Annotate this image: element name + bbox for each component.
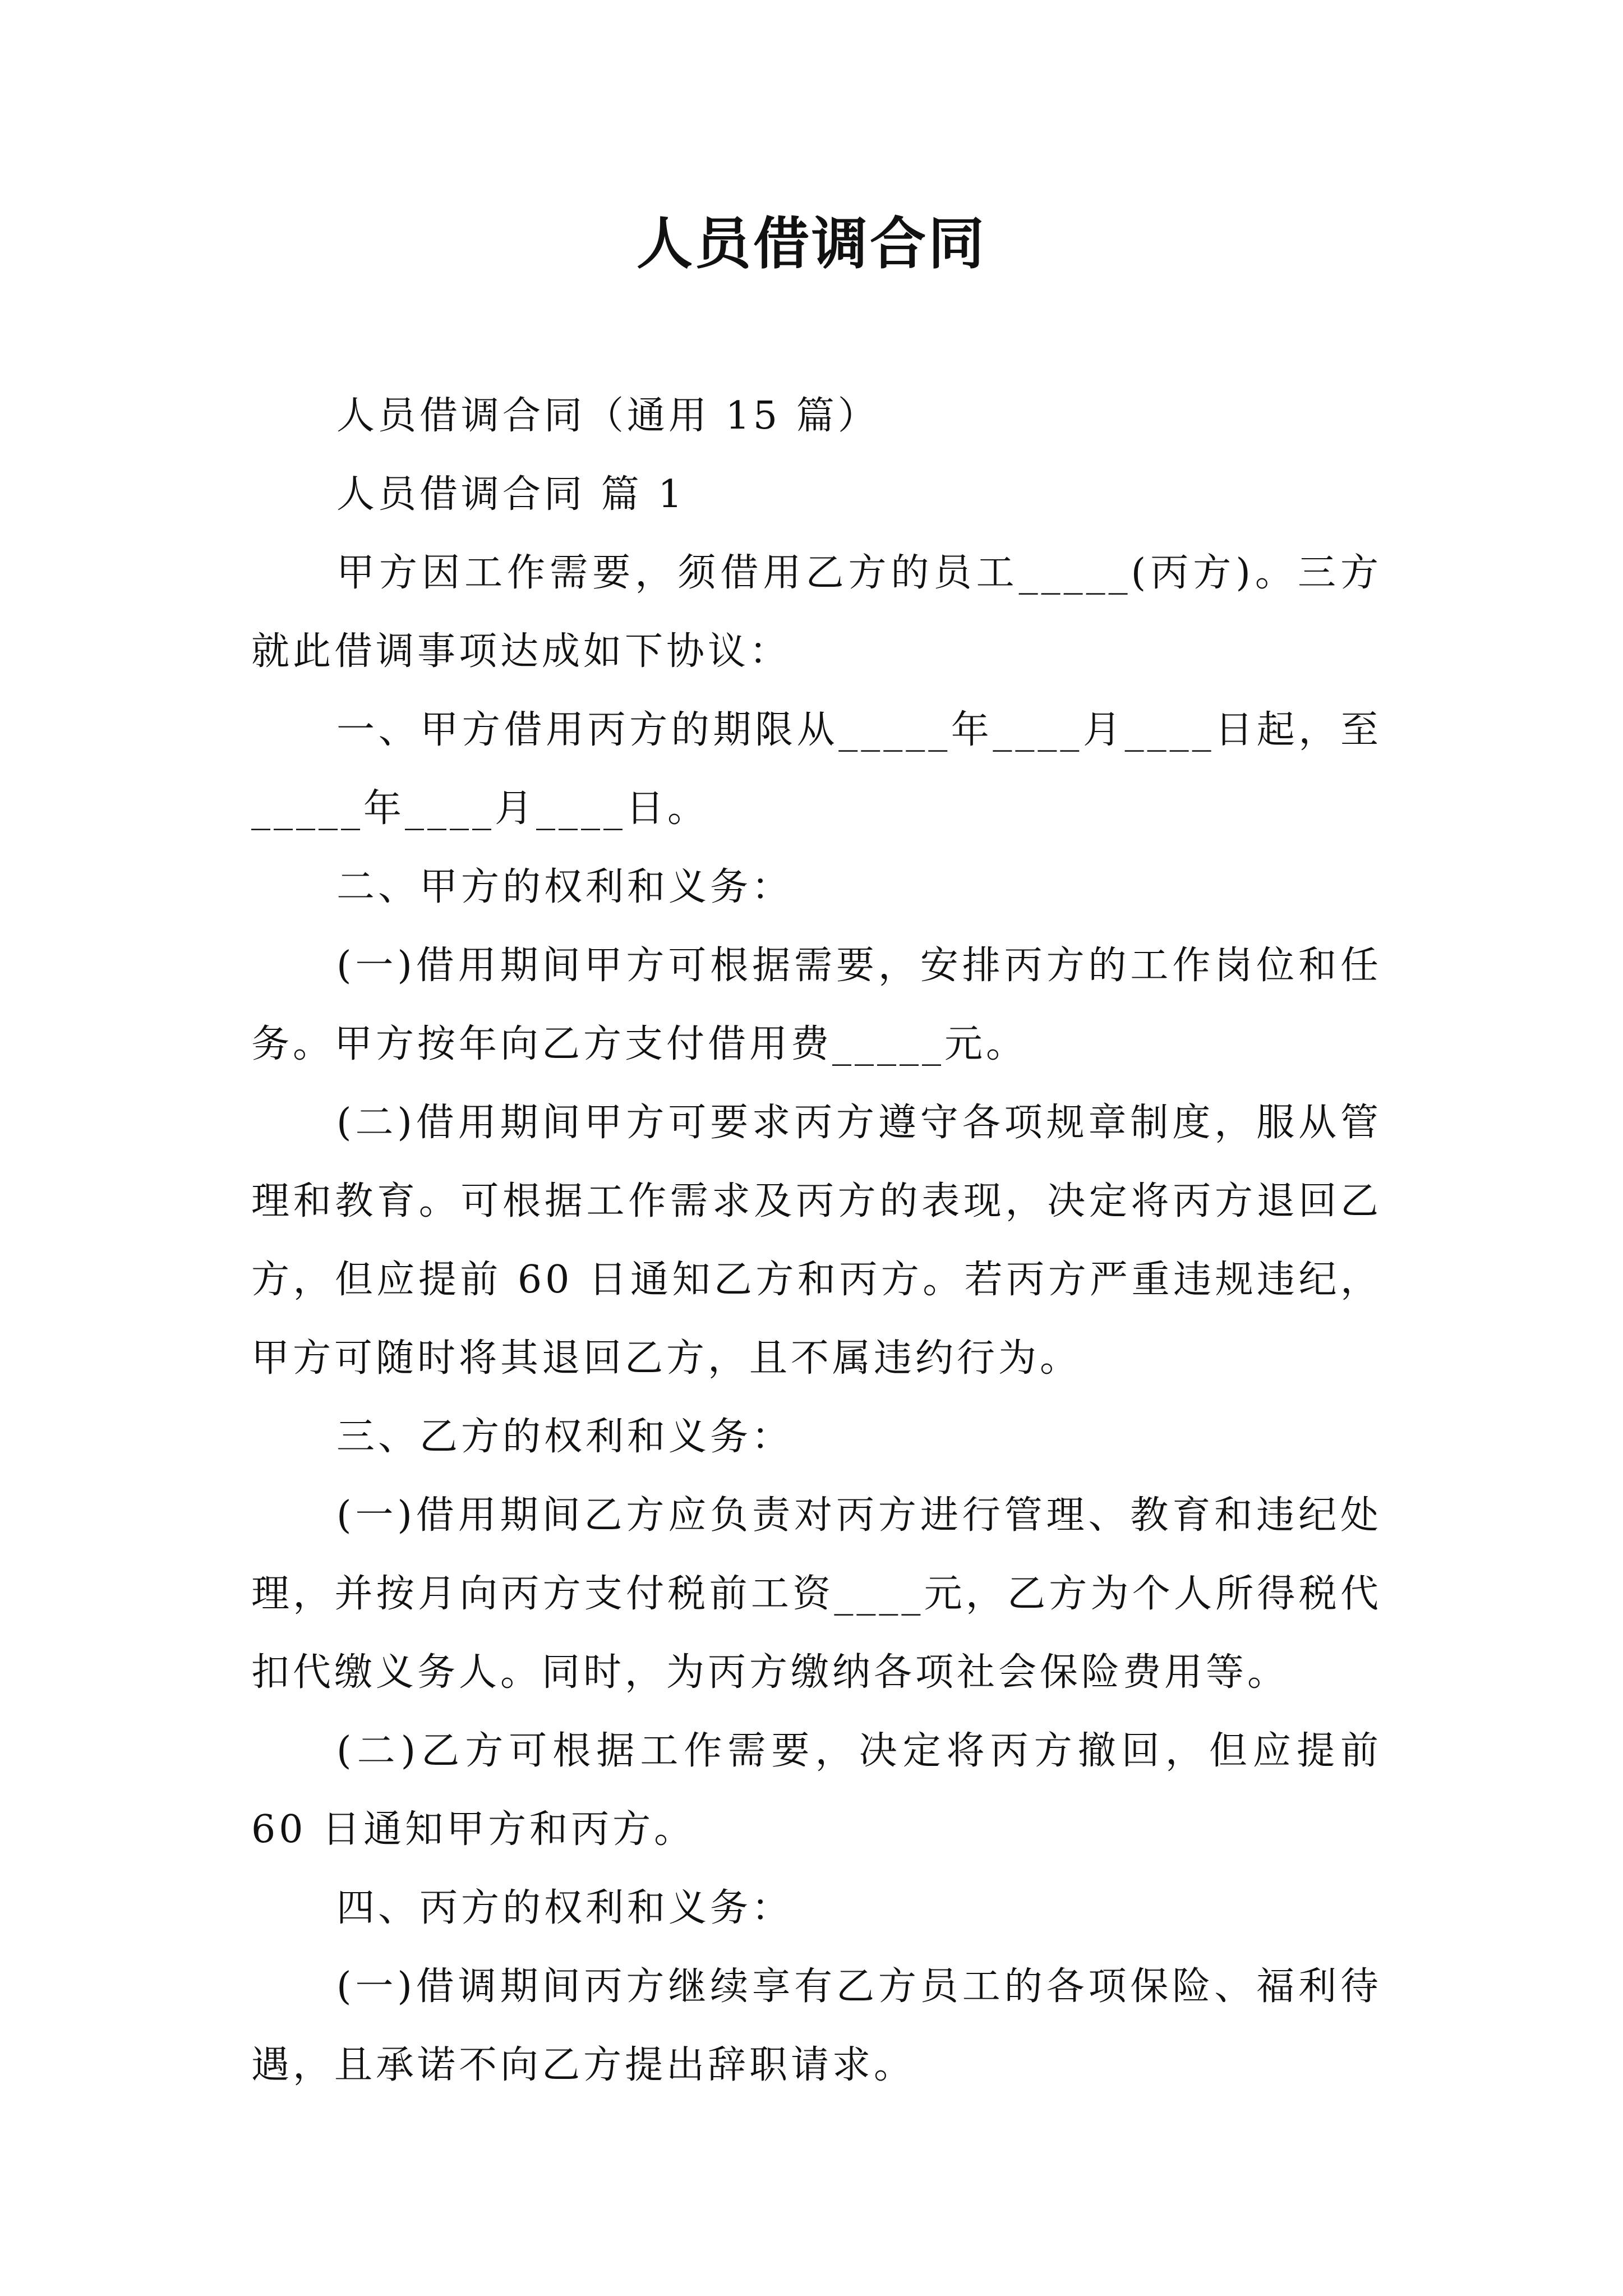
- paragraph-intro: 甲方因工作需要，须借用乙方的员工_____(丙方)。三方就此借调事项达成如下协议：: [251, 551, 1382, 674]
- paragraph-clause-2-item-2: (二)借用期间甲方可要求丙方遵守各项规章制度，服从管理和教育。可根据工作需求及丙方的表现，决定将丙方退回乙方，但应提前 60 日通知乙方和丙方。若丙方严重违规违纪，甲方可随时将其退回乙方，且不属违约行为。: [251, 1101, 1382, 1381]
- document-title: 人员借调合同: [637, 211, 986, 277]
- document-body: [251, 377, 1382, 2105]
- paragraph-clause-3-item-1: (一)借用期间乙方应负责对丙方进行管理、教育和违纪处理，并按月向丙方支付税前工资____元，乙方为个人所得税代扣代缴义务人。同时，为丙方缴纳各项社会保险费用等。: [251, 1493, 1382, 1695]
- paragraph-clause-4-item-1: (一)借调期间丙方继续享有乙方员工的各项保险、福利待遇，且承诺不向乙方提出辞职请求。: [251, 1964, 1382, 2087]
- paragraph-clause-3-item-2: (二)乙方可根据工作需要，决定将丙方撤回，但应提前 60 日通知甲方和丙方。: [251, 1729, 1382, 1852]
- paragraph-clause-2-item-1: (一)借用期间甲方可根据需要，安排丙方的工作岗位和任务。甲方按年向乙方支付借用费_____元。: [251, 944, 1382, 1066]
- paragraph-clause-3-heading: 三、乙方的权利和义务：: [336, 1415, 794, 1459]
- paragraph-clause-1: 一、甲方借用丙方的期限从_____年____月____日起，至_____年____月____日。: [251, 708, 1382, 831]
- paragraph-subtitle: 人员借调合同（通用 15 篇）: [336, 394, 879, 438]
- paragraph-clause-2-heading: 二、甲方的权利和义务：: [336, 865, 794, 909]
- paragraph-section-heading: 人员借调合同 篇 1: [336, 472, 686, 517]
- paragraph-clause-4-heading: 四、丙方的权利和义务：: [336, 1886, 794, 1930]
